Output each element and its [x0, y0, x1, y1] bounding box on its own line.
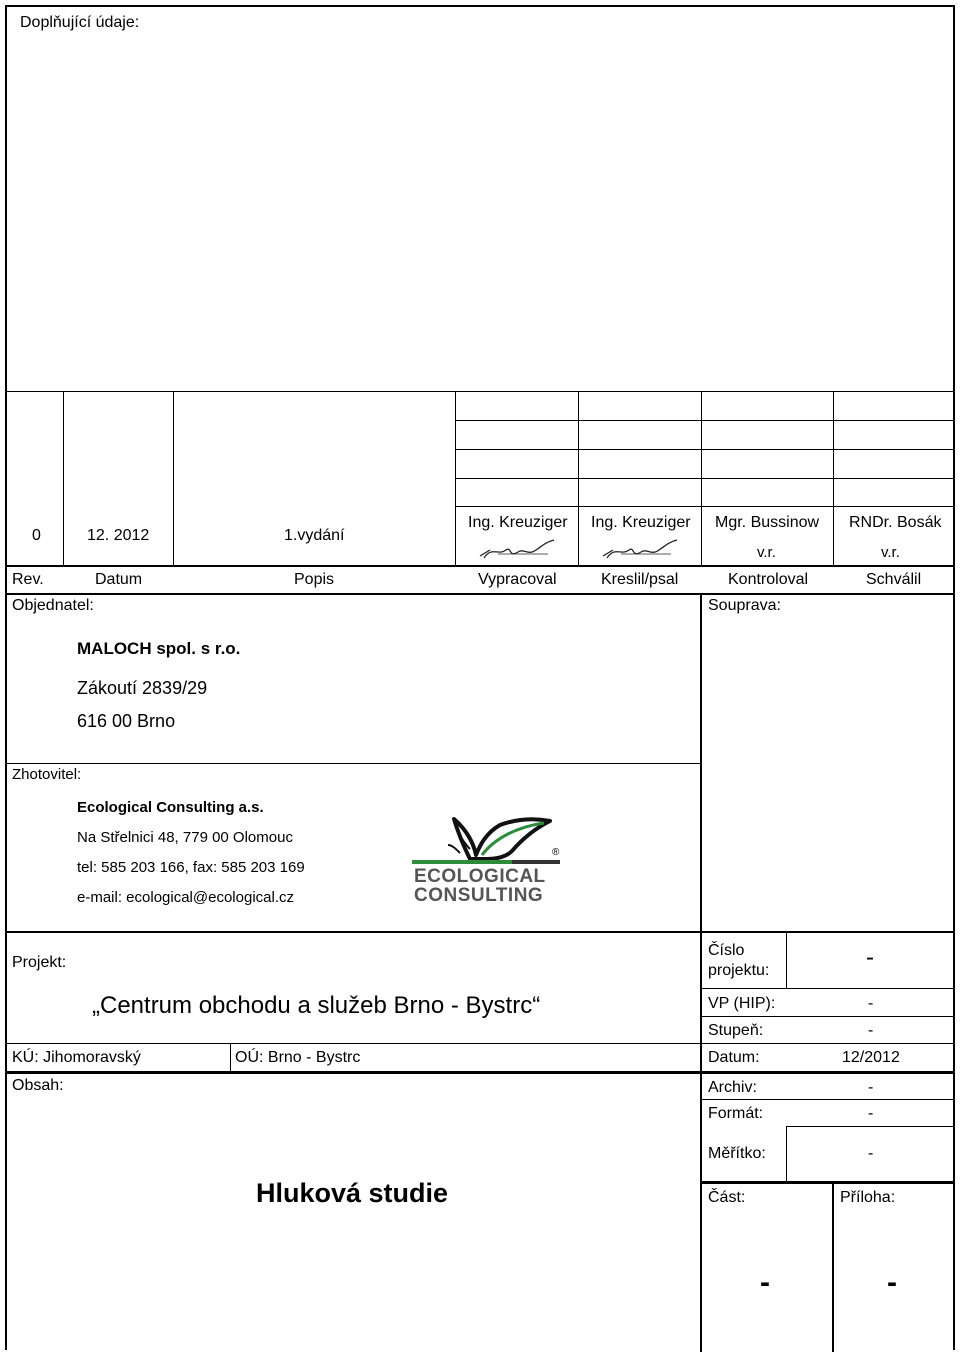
header-prepared: Vypracoval	[478, 571, 557, 588]
rev-line-1	[455, 420, 955, 421]
signature-prepared	[478, 536, 558, 562]
format-label: Formát:	[708, 1105, 764, 1122]
client-city: 616 00 Brno	[77, 711, 176, 731]
client-bottom	[5, 763, 701, 764]
format-bottom	[786, 1126, 955, 1127]
contractor-name: Ecological Consulting a.s.	[77, 799, 264, 816]
rev-date: 12. 2012	[87, 527, 150, 544]
supplementary-label: Doplňující údaje:	[20, 14, 140, 31]
frame-top	[5, 5, 955, 7]
contractor-address: Na Střelnici 48, 779 00 Olomouc	[77, 829, 293, 846]
contents-label: Obsah:	[12, 1077, 64, 1094]
contents-top	[5, 1071, 955, 1074]
client-name: MALOCH spol. s r.o.	[77, 639, 241, 658]
scale-label: Měřítko:	[708, 1145, 766, 1162]
part-label: Část:	[708, 1189, 746, 1206]
stage-label: Stupeň:	[708, 1022, 764, 1039]
project-title: „Centrum obchodu a služeb Brno - Bystrc“	[92, 992, 541, 1019]
contractor-label: Zhotovitel:	[12, 766, 82, 783]
company-logo	[412, 815, 568, 907]
project-right-divider	[700, 932, 702, 1352]
part-divider	[832, 1183, 834, 1352]
rev-line-3	[455, 478, 955, 479]
logo-line-1: ECOLOGICAL	[414, 866, 546, 887]
contractor-phone: tel: 585 203 166, fax: 585 203 169	[77, 859, 305, 876]
rev-line-4	[455, 506, 955, 507]
rev-prepared-by: Ing. Kreuziger	[468, 514, 568, 531]
rev-approved-note: v.r.	[881, 544, 900, 561]
rev-header-bottom	[5, 593, 955, 595]
archive-value: -	[868, 1079, 874, 1096]
header-description: Popis	[294, 571, 335, 588]
project-number-bottom	[701, 988, 955, 989]
header-approved: Schválil	[866, 571, 922, 588]
rev-col-6	[833, 391, 834, 566]
rev-table-top	[5, 391, 955, 392]
logo-line-2: CONSULTING	[414, 885, 544, 906]
rev-col-4	[578, 391, 579, 566]
vp-bottom	[701, 1016, 955, 1017]
rev-checked-by: Mgr. Bussinow	[715, 514, 820, 531]
project-number-value: -	[866, 944, 874, 971]
rev-drawn-by: Ing. Kreuziger	[591, 514, 691, 531]
date-value: 12/2012	[842, 1049, 900, 1066]
header-date: Datum	[95, 571, 143, 588]
rev-description: 1.vydání	[284, 527, 345, 544]
header-checked: Kontroloval	[728, 571, 809, 588]
region-divider	[230, 1043, 231, 1072]
frame-right	[953, 5, 955, 1350]
rev-approved-by: RNDr. Bosák	[849, 514, 942, 531]
rev-number: 0	[32, 527, 41, 544]
annex-label: Příloha:	[840, 1189, 896, 1206]
vp-value: -	[868, 995, 874, 1012]
municipality-label: OÚ: Brno - Bystrc	[235, 1049, 361, 1066]
set-label: Souprava:	[708, 597, 781, 614]
frame-left	[5, 5, 7, 1350]
part-value: -	[760, 1266, 770, 1299]
butterfly-icon	[412, 815, 568, 867]
annex-value: -	[887, 1266, 897, 1299]
rev-checked-note: v.r.	[757, 544, 776, 561]
rev-header-top	[5, 565, 955, 567]
format-value: -	[868, 1105, 874, 1122]
header-rev: Rev.	[12, 571, 44, 588]
project-number-label-1: Číslo	[708, 942, 745, 959]
archive-label: Archiv:	[708, 1079, 757, 1096]
date-label: Datum:	[708, 1049, 760, 1066]
rev-line-2	[455, 449, 955, 450]
contractor-email: e-mail: ecological@ecological.cz	[77, 889, 294, 906]
stage-value: -	[868, 1022, 874, 1039]
project-top	[5, 931, 955, 933]
project-number-label-2: projektu:	[708, 962, 770, 979]
project-number-divider	[786, 932, 787, 989]
client-street: Zákoutí 2839/29	[77, 678, 208, 698]
rev-col-2	[173, 391, 174, 566]
rev-col-5	[701, 391, 702, 566]
scale-left	[786, 1127, 787, 1182]
rev-col-3	[455, 391, 456, 566]
client-label: Objednatel:	[12, 597, 94, 614]
scale-bottom	[701, 1181, 955, 1184]
region-label: KÚ: Jihomoravský	[12, 1049, 141, 1066]
header-drawn: Kreslil/psal	[601, 571, 679, 588]
scale-value: -	[868, 1145, 874, 1162]
vp-label: VP (HIP):	[708, 995, 776, 1012]
logo-registered: ®	[552, 847, 560, 858]
archive-bottom	[701, 1099, 955, 1100]
project-label: Projekt:	[12, 954, 67, 971]
region-top	[5, 1043, 955, 1044]
signature-drawn	[601, 536, 681, 562]
contents-title: Hluková studie	[256, 1178, 449, 1208]
rev-col-1	[63, 391, 64, 566]
